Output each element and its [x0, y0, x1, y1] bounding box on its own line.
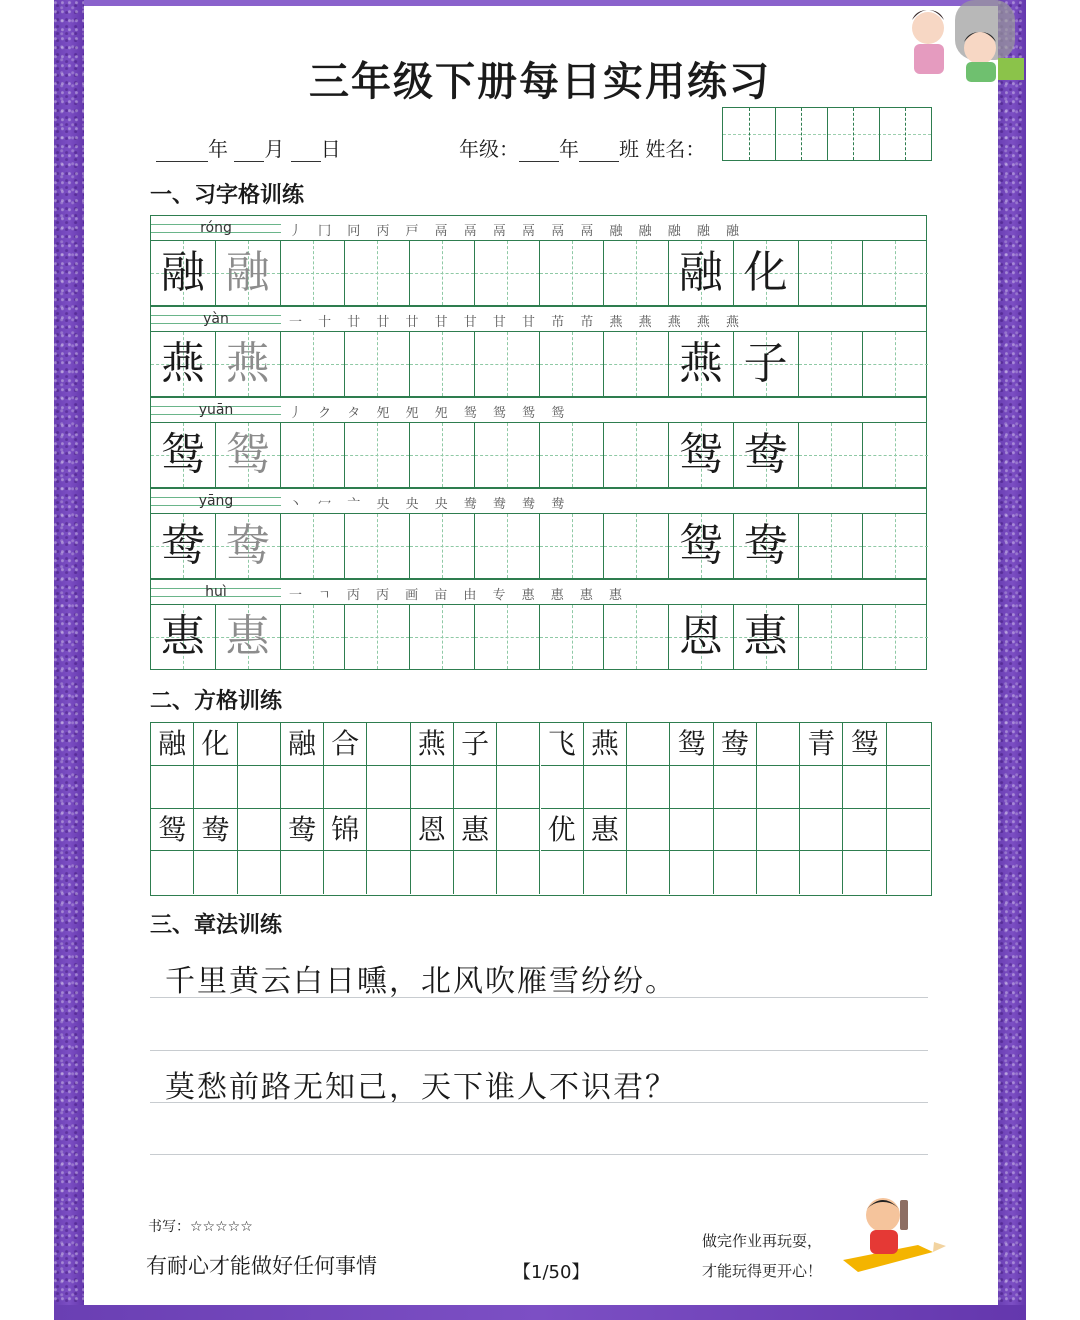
- practice-row: [150, 397, 927, 488]
- month-label: 月: [264, 137, 285, 161]
- writing-cell[interactable]: [410, 605, 475, 669]
- writing-cell: [669, 241, 734, 305]
- grid-square: 优: [541, 809, 584, 852]
- section-one-heading: 一、习字格训练: [150, 183, 305, 208]
- year-blank[interactable]: [156, 141, 208, 162]
- writing-cell[interactable]: [281, 605, 346, 669]
- decorative-top-strip: [84, 0, 998, 6]
- page-number: 【1/50】: [513, 1262, 590, 1283]
- pinyin-label: róng: [200, 220, 232, 236]
- writing-cell[interactable]: [540, 241, 605, 305]
- writing-cell: [151, 423, 216, 487]
- writing-cell: [734, 423, 799, 487]
- character-glyph: 融: [160, 247, 205, 298]
- grid-square[interactable]: [714, 851, 757, 894]
- grid-square[interactable]: [584, 851, 627, 894]
- grid-square: 燕: [584, 723, 627, 766]
- character-glyph: 恩: [678, 611, 723, 662]
- writing-cell[interactable]: [799, 241, 864, 305]
- writing-cell[interactable]: [540, 514, 605, 578]
- writing-cell[interactable]: [604, 423, 669, 487]
- character-glyph: 燕: [160, 338, 205, 389]
- grid-square[interactable]: [843, 851, 886, 894]
- stroke-order: 丶 冖 亠 央 央 央 鸯 鸯 鸯 鸯: [289, 497, 571, 512]
- pinyin-label: yàn: [203, 311, 229, 327]
- grid-square[interactable]: [281, 766, 324, 809]
- character-glyph: 融: [678, 247, 723, 298]
- poem-line-2: 莫愁前路无知己，天下谁人不识君？: [165, 1070, 677, 1105]
- grid-square: [670, 809, 713, 852]
- writing-cell: [669, 332, 734, 396]
- grid-square: [887, 809, 930, 852]
- writing-cell: [734, 332, 799, 396]
- pinyin-band: [150, 306, 927, 332]
- decorative-border-right: [998, 0, 1026, 1320]
- writing-cell[interactable]: [863, 332, 928, 396]
- writing-cell[interactable]: [604, 241, 669, 305]
- grid-square[interactable]: [800, 851, 843, 894]
- section-three-heading: 三、章法训练: [150, 913, 283, 938]
- writing-cell[interactable]: [475, 605, 540, 669]
- grid-square[interactable]: [887, 851, 930, 894]
- writing-cell[interactable]: [345, 332, 410, 396]
- practice-cells: [150, 423, 927, 488]
- grid-square: [497, 809, 540, 852]
- grid-square: 融: [151, 723, 194, 766]
- character-glyph: 惠: [743, 611, 788, 662]
- grid-square[interactable]: [151, 766, 194, 809]
- writing-cell: [669, 514, 734, 578]
- writing-cell[interactable]: [345, 605, 410, 669]
- writing-cell: [216, 605, 281, 669]
- grid-square[interactable]: [757, 851, 800, 894]
- grid-square[interactable]: [324, 766, 367, 809]
- grid-square: [757, 809, 800, 852]
- grid-square: [238, 809, 281, 852]
- writing-cell[interactable]: [604, 605, 669, 669]
- writing-cell: [669, 423, 734, 487]
- grid-square[interactable]: [757, 766, 800, 809]
- decorative-border-left: [54, 0, 84, 1320]
- writing-line: [150, 1102, 928, 1103]
- writing-cell[interactable]: [799, 423, 864, 487]
- character-glyph: 鸯: [743, 520, 788, 571]
- grid-square[interactable]: [411, 766, 454, 809]
- grid-square: 鸳: [843, 723, 886, 766]
- grade-label: 年级：: [459, 137, 519, 161]
- practice-cells: [150, 605, 927, 670]
- name-grid[interactable]: [722, 107, 932, 161]
- grid-square[interactable]: [627, 851, 670, 894]
- character-glyph: 鸯: [160, 520, 205, 571]
- writing-cell: [151, 605, 216, 669]
- writing-cell: [151, 332, 216, 396]
- character-glyph: 融: [225, 247, 270, 298]
- writing-cell[interactable]: [281, 423, 346, 487]
- grid-square[interactable]: [454, 766, 497, 809]
- stroke-order: 一 十 廿 廿 廿 甘 甘 甘 甘 芇 芇 燕 燕 燕 燕 燕: [289, 315, 745, 330]
- grid-square[interactable]: [194, 851, 237, 894]
- grid-square: 飞: [541, 723, 584, 766]
- writing-cell: [734, 605, 799, 669]
- writing-cell[interactable]: [345, 514, 410, 578]
- grid-square: 鸯: [194, 809, 237, 852]
- grid-square[interactable]: [454, 851, 497, 894]
- grid-square: [367, 809, 410, 852]
- grid-square: 融: [281, 723, 324, 766]
- grade-year-label: 年: [559, 137, 579, 161]
- writing-cell[interactable]: [345, 241, 410, 305]
- writing-cell[interactable]: [410, 514, 475, 578]
- writing-cell: [151, 514, 216, 578]
- pinyin-band: [150, 488, 927, 514]
- grid-square: [627, 723, 670, 766]
- writing-cell[interactable]: [540, 423, 605, 487]
- grid-square[interactable]: [497, 851, 540, 894]
- writing-cell[interactable]: [410, 241, 475, 305]
- grid-square[interactable]: [281, 851, 324, 894]
- character-glyph: 惠: [160, 611, 205, 662]
- pinyin-label: yuān: [198, 402, 234, 418]
- grid-square[interactable]: [843, 766, 886, 809]
- writing-cell[interactable]: [410, 332, 475, 396]
- day-label: 日: [320, 137, 341, 161]
- grid-square: 鸳: [151, 809, 194, 852]
- writing-cell: [216, 514, 281, 578]
- writing-cell[interactable]: [540, 332, 605, 396]
- grid-square: 惠: [584, 809, 627, 852]
- writing-line: [150, 997, 928, 998]
- practice-row: [150, 579, 927, 670]
- writing-line: [150, 1154, 928, 1155]
- writing-cell[interactable]: [604, 514, 669, 578]
- practice-row: [150, 215, 927, 306]
- section-two-heading: 二、方格训练: [150, 689, 283, 714]
- grid-square: 子: [454, 723, 497, 766]
- writing-cell[interactable]: [863, 423, 928, 487]
- grid-square: [757, 723, 800, 766]
- grid-square[interactable]: [411, 851, 454, 894]
- decorative-border-bottom: [54, 1305, 1026, 1320]
- grid-square: 化: [194, 723, 237, 766]
- pinyin-band: [150, 397, 927, 423]
- character-glyph: 燕: [225, 338, 270, 389]
- page-title: 三年级下册每日实用练习: [309, 59, 771, 105]
- grid-square: [497, 723, 540, 766]
- grid-square: [367, 723, 410, 766]
- writing-cell[interactable]: [410, 423, 475, 487]
- stroke-order: 一 ㄱ 丙 丙 画 亩 由 专 惠 惠 惠 惠: [289, 588, 629, 603]
- grid-square[interactable]: [367, 766, 410, 809]
- writing-cell[interactable]: [799, 605, 864, 669]
- stroke-order: 丿 冂 冋 丙 戸 鬲 鬲 鬲 鬲 鬲 鬲 融 融 融 融 融: [289, 224, 745, 239]
- grid-square: 恩: [411, 809, 454, 852]
- grid-square[interactable]: [627, 766, 670, 809]
- grid-square[interactable]: [238, 851, 281, 894]
- grid-square[interactable]: [324, 851, 367, 894]
- character-glyph: 鸯: [225, 520, 270, 571]
- year-label: 年: [208, 137, 228, 161]
- practice-row: [150, 488, 927, 579]
- writing-cell[interactable]: [863, 514, 928, 578]
- grid-square: 合: [324, 723, 367, 766]
- writing-cell: [151, 241, 216, 305]
- grid-square: 惠: [454, 809, 497, 852]
- grid-square: 鸳: [670, 723, 713, 766]
- handwriting-rating: 书写：☆☆☆☆☆: [148, 1219, 253, 1235]
- character-glyph: 鸳: [678, 429, 723, 480]
- class-name-label: 班 姓名：: [619, 137, 706, 161]
- character-glyph: 鸳: [160, 429, 205, 480]
- practice-cells: [150, 514, 927, 579]
- writing-cell[interactable]: [475, 332, 540, 396]
- grid-square: 锦: [324, 809, 367, 852]
- grid-square[interactable]: [541, 766, 584, 809]
- cartoon-caption-1: 做完作业再玩耍，: [702, 1232, 823, 1250]
- cartoon-caption-2: 才能玩得更开心！: [702, 1262, 823, 1280]
- practice-cells: [150, 241, 927, 306]
- writing-cell[interactable]: [475, 423, 540, 487]
- poem-line-1: 千里黄云白日曛，北风吹雁雪纷纷。: [165, 964, 677, 999]
- character-glyph: 鸳: [678, 520, 723, 571]
- writing-cell[interactable]: [345, 423, 410, 487]
- boy-on-pencil-illustration: [838, 1190, 948, 1285]
- grid-square[interactable]: [714, 766, 757, 809]
- grid-square: 鸯: [714, 723, 757, 766]
- stroke-order: 丿 ク タ 夗 夗 夗 鸳 鸳 鸳 鸳: [289, 406, 571, 421]
- character-glyph: 子: [743, 338, 788, 389]
- date-line: [156, 133, 341, 162]
- writing-cell[interactable]: [799, 332, 864, 396]
- grid-square: [843, 809, 886, 852]
- grade-blank[interactable]: [519, 141, 559, 162]
- writing-cell[interactable]: [475, 514, 540, 578]
- writing-cell[interactable]: [799, 514, 864, 578]
- grid-square: 鸯: [281, 809, 324, 852]
- writing-cell[interactable]: [863, 241, 928, 305]
- writing-line: [150, 1050, 928, 1051]
- grid-square[interactable]: [584, 766, 627, 809]
- grid-square: [627, 809, 670, 852]
- grid-square: 燕: [411, 723, 454, 766]
- grid-square: [800, 809, 843, 852]
- grid-square[interactable]: [151, 851, 194, 894]
- motto-text: 有耐心才能做好任何事情: [146, 1254, 377, 1278]
- grid-square[interactable]: [541, 851, 584, 894]
- character-glyph: 化: [743, 247, 788, 298]
- writing-cell[interactable]: [863, 605, 928, 669]
- grid-square[interactable]: [238, 766, 281, 809]
- class-blank[interactable]: [579, 141, 619, 162]
- grid-square[interactable]: [194, 766, 237, 809]
- grid-square[interactable]: [887, 766, 930, 809]
- writing-cell: [734, 241, 799, 305]
- character-glyph: 燕: [678, 338, 723, 389]
- character-glyph: 鸯: [743, 429, 788, 480]
- writing-cell[interactable]: [281, 241, 346, 305]
- writing-cell: [216, 332, 281, 396]
- writing-cell: [734, 514, 799, 578]
- grid-square[interactable]: [800, 766, 843, 809]
- pinyin-label: yāng: [198, 493, 234, 509]
- character-glyph: 惠: [225, 611, 270, 662]
- writing-cell[interactable]: [540, 605, 605, 669]
- writing-cell: [216, 241, 281, 305]
- grid-square[interactable]: [497, 766, 540, 809]
- grid-square[interactable]: [670, 766, 713, 809]
- month-blank[interactable]: [234, 141, 264, 162]
- grade-line: [459, 133, 705, 162]
- day-blank[interactable]: [291, 141, 321, 162]
- grid-square: [238, 723, 281, 766]
- grid-square: [714, 809, 757, 852]
- grid-square[interactable]: [367, 851, 410, 894]
- writing-cell[interactable]: [475, 241, 540, 305]
- square-grid: [150, 722, 932, 896]
- pinyin-label: huì: [205, 584, 227, 600]
- grid-square: [887, 723, 930, 766]
- grid-square[interactable]: [670, 851, 713, 894]
- pinyin-band: [150, 579, 927, 605]
- writing-cell: [216, 423, 281, 487]
- grid-square: 青: [800, 723, 843, 766]
- writing-cell: [669, 605, 734, 669]
- writing-cell[interactable]: [281, 332, 346, 396]
- practice-row: [150, 306, 927, 397]
- character-glyph: 鸳: [225, 429, 270, 480]
- writing-cell[interactable]: [604, 332, 669, 396]
- writing-cell[interactable]: [281, 514, 346, 578]
- pinyin-band: [150, 215, 927, 241]
- practice-cells: [150, 332, 927, 397]
